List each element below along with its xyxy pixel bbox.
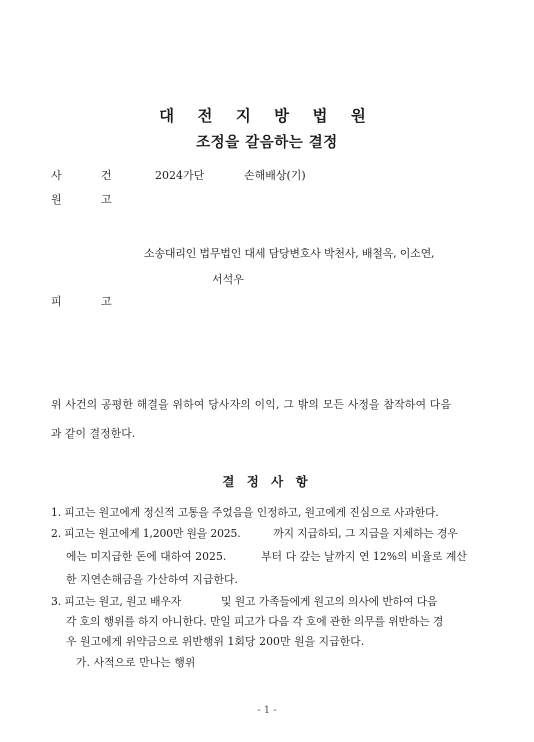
decision-line: 우 원고에게 위약금으로 위반행위 1회당 200만 원을 지급한다.	[66, 635, 365, 648]
decision-line: 가. 사적으로 만나는 행위	[76, 656, 196, 669]
plaintiff-counsel-line-1: 소송대리인 법무법인 대세 담당변호사 박천사, 배철옥, 이소연,	[144, 247, 435, 260]
decision-line: 2. 피고는 원고에게 1,200만 원을 2025. 까지 지급하되, 그 지급을 지체하는 경우	[51, 527, 458, 540]
plaintiff-label-1: 원	[51, 193, 62, 206]
decision-line: 3. 피고는 원고, 원고 배우자 및 원고 가족들에게 원고의 의사에 반하여 다음	[51, 595, 438, 608]
case-label-1: 사	[51, 169, 62, 182]
decision-heading: 결 정 사 항	[222, 474, 312, 489]
plaintiff-label-2: 고	[101, 193, 112, 206]
page-number: - 1 -	[257, 705, 277, 716]
plaintiff-counsel-line-2: 서석우	[212, 273, 244, 286]
court-name: 대 전 지 방 법 원	[159, 107, 375, 125]
intro-line-1: 위 사건의 공평한 해결을 위하여 당사자의 이익, 그 밖의 모든 사정을 참작하여 다음	[51, 398, 452, 411]
defendant-label-2: 고	[101, 295, 112, 308]
decision-line: 1. 피고는 원고에게 정신적 고통을 주었음을 인정하고, 원고에게 진심으로 사과한다.	[51, 506, 439, 519]
intro-line-2: 과 같이 결정한다.	[51, 427, 136, 440]
decision-line: 각 호의 행위를 하지 아니한다. 만일 피고가 다음 각 호에 관한 의무를 위반하는 경	[66, 615, 444, 628]
document-title: 조정을 갈음하는 결정	[196, 135, 338, 151]
case-number: 2024가단	[155, 169, 205, 182]
case-label-2: 건	[101, 169, 112, 182]
decision-line: 에는 미지급한 돈에 대하여 2025. 부터 다 갚는 날까지 연 12%의 비율로 계산	[66, 550, 467, 563]
case-name: 손해배상(기)	[244, 169, 306, 182]
decision-line: 한 지연손해금을 가산하여 지급한다.	[66, 573, 239, 586]
defendant-label-1: 피	[51, 295, 62, 308]
